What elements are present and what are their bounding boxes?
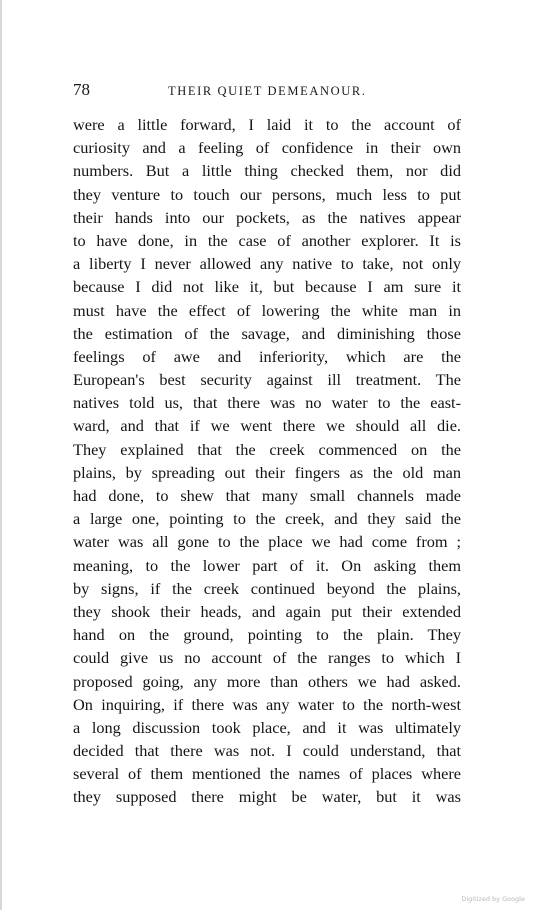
text-line: European's best security against ill treatment. The — [73, 370, 461, 390]
page-header — [73, 79, 461, 103]
text-line: they supposed there might be water, but it was — [73, 787, 461, 807]
text-line: must have the effect of lowering the white man in — [73, 300, 461, 320]
text-line: decided that there was not. I could understand, that — [73, 741, 461, 761]
page-edge — [0, 0, 2, 910]
text-line: to have done, in the case of another explorer. It is — [73, 230, 461, 250]
text-line: their hands into our pockets, as the natives appear — [73, 207, 461, 227]
text-line: were a little forward, I laid it to the account of — [73, 115, 461, 134]
text-line: because I did not like it, but because I am sure it — [73, 277, 461, 297]
text-line: curiosity and a feeling of confidence in their own — [73, 138, 461, 158]
text-line: they venture to touch our persons, much less to put — [73, 184, 461, 204]
text-line: could give us no account of the ranges to which I — [73, 648, 461, 668]
text-line: the estimation of the savage, and diminishing those — [73, 323, 461, 343]
text-line: plains, by spreading out their fingers as the old man — [73, 462, 461, 482]
digitization-watermark: Digitized by Google — [461, 895, 525, 903]
text-line: a large one, pointing to the creek, and they said the — [73, 509, 461, 529]
running-head: THEIR QUIET DEMEANOUR. — [168, 84, 367, 98]
text-line: by signs, if the creek continued beyond the plains, — [73, 578, 461, 598]
text-line: On inquiring, if there was any water to the north-west — [73, 694, 461, 714]
text-line: had done, to shew that many small channels made — [73, 486, 461, 505]
text-line: They explained that the creek commenced on the — [73, 439, 461, 459]
text-line: ward, and that if we went there we should all die. — [73, 416, 461, 436]
body-text — [73, 113, 461, 809]
text-line: hand on the ground, pointing to the plain. They — [73, 625, 461, 645]
text-line: numbers. But a little thing checked them, nor did — [73, 161, 461, 181]
text-line: meaning, to the lower part of it. On asking them — [73, 555, 461, 575]
text-line: feelings of awe and inferiority, which are the — [73, 346, 461, 366]
page-number: 78 — [73, 80, 90, 99]
text-line: a long discussion took place, and it was ultimately — [73, 717, 461, 737]
text-line: water was all gone to the place we had come from ; — [73, 532, 461, 552]
text-line: they shook their heads, and again put their extended — [73, 601, 461, 621]
text-line: a liberty I never allowed any native to take, not only — [73, 254, 461, 274]
text-line: proposed going, any more than others we had asked. — [73, 671, 461, 691]
text-line: several of them mentioned the names of places where — [73, 764, 461, 784]
text-line: natives told us, that there was no water to the east- — [73, 393, 461, 413]
